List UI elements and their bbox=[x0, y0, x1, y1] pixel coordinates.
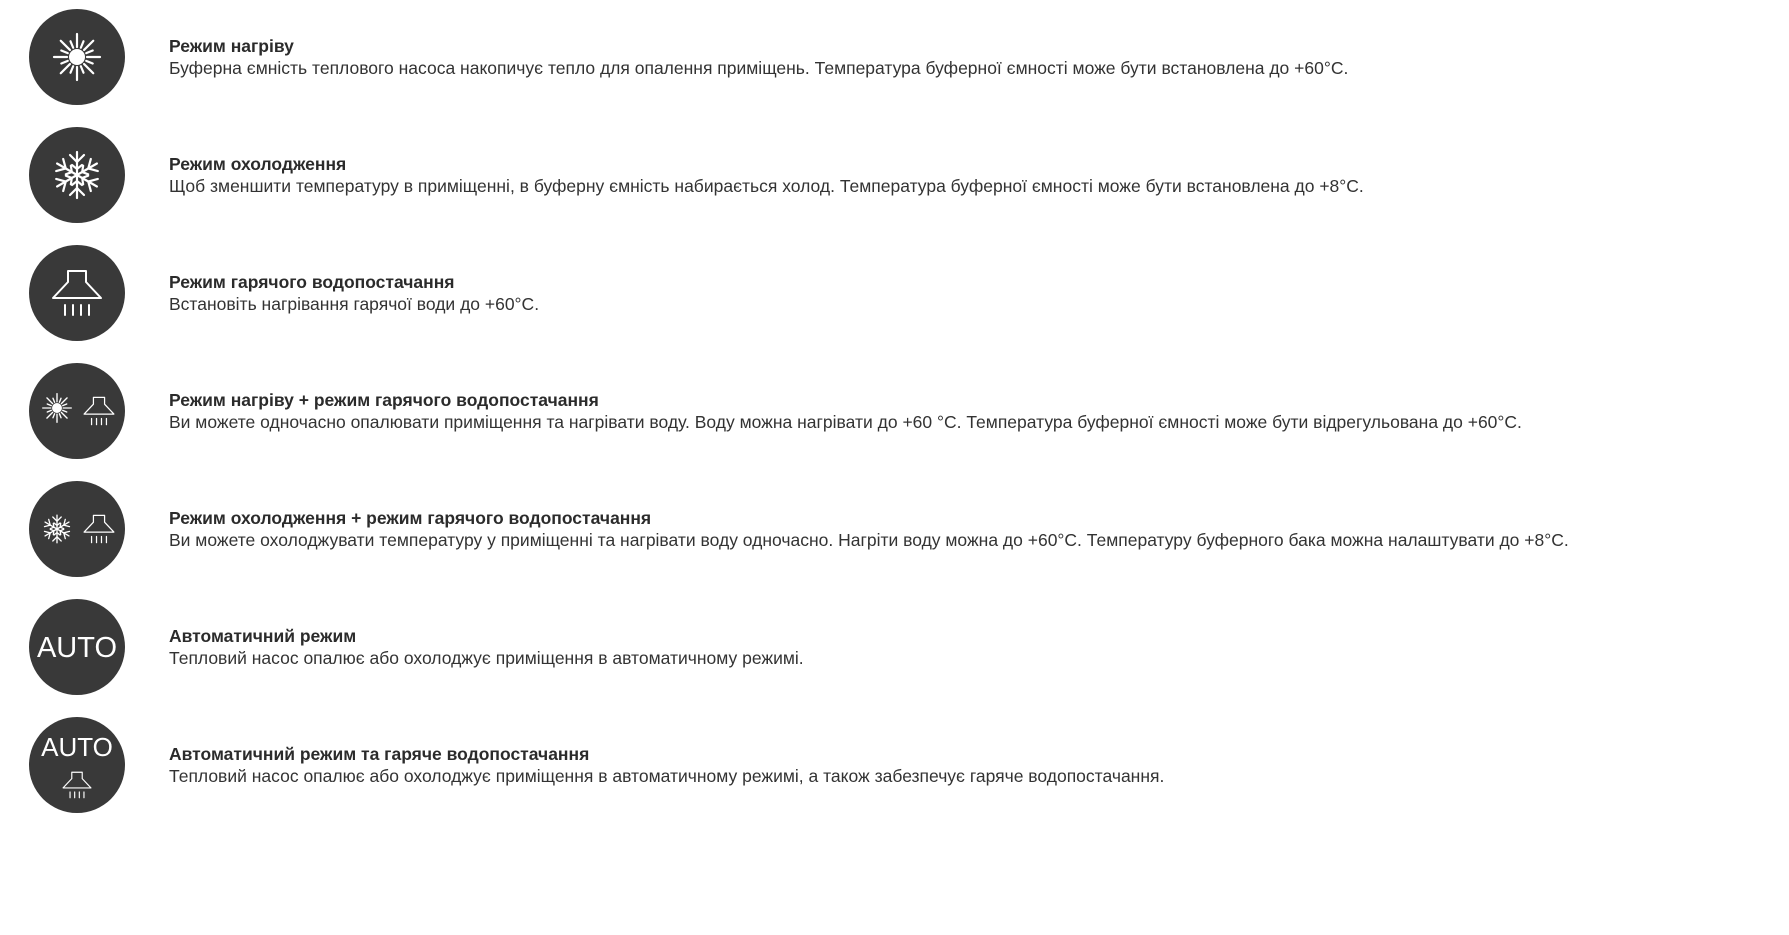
mode-description: Тепловий насос опалює або охолоджує приміщення в автоматичному режимі, а також забезпечує гаряче водопостачання. bbox=[169, 766, 1165, 786]
sun-shower-icon bbox=[29, 363, 125, 459]
mode-text bbox=[169, 625, 804, 669]
mode-title: Режим нагріву + режим гарячого водопостачання bbox=[169, 390, 599, 410]
mode-title: Автоматичний режим та гаряче водопостачання bbox=[169, 744, 590, 764]
mode-item-auto-hot-water bbox=[0, 717, 1789, 813]
mode-title: Режим нагріву bbox=[169, 36, 294, 56]
mode-text bbox=[169, 389, 1522, 433]
mode-item-heating-hot-water bbox=[0, 363, 1789, 459]
shower-icon bbox=[29, 245, 125, 341]
mode-title: Режим охолодження + режим гарячого водопостачання bbox=[169, 508, 652, 528]
mode-description: Щоб зменшити температуру в приміщенні, в буферну ємність набирається холод. Температура буферної ємності може бути встановлена до +8°С. bbox=[169, 176, 1364, 196]
mode-description: Встановіть нагрівання гарячої води до +60°С. bbox=[169, 294, 540, 314]
mode-description: Тепловий насос опалює або охолоджує приміщення в автоматичному режимі. bbox=[169, 648, 804, 668]
auto-icon-label: AUTO bbox=[36, 632, 118, 664]
sun-icon bbox=[29, 9, 125, 105]
auto-shower-icon bbox=[29, 717, 125, 813]
mode-description: Ви можете охолоджувати температуру у приміщенні та нагрівати воду одночасно. Нагріти воду можна до +60°С. Температуру буферного бака можна налаштувати до +8°С. bbox=[169, 530, 1569, 550]
auto-icon bbox=[29, 599, 125, 695]
mode-title: Автоматичний режим bbox=[169, 626, 357, 646]
mode-text bbox=[169, 153, 1364, 197]
mode-text bbox=[169, 35, 1348, 79]
mode-text bbox=[169, 743, 1164, 787]
mode-title: Режим гарячого водопостачання bbox=[169, 272, 455, 292]
mode-item-cooling-hot-water bbox=[0, 481, 1789, 577]
snowflake-shower-icon bbox=[29, 481, 125, 577]
mode-item-cooling bbox=[0, 127, 1789, 223]
mode-item-auto bbox=[0, 599, 1789, 695]
auto-icon-label: AUTO bbox=[41, 732, 113, 762]
mode-text bbox=[169, 271, 539, 315]
mode-title: Режим охолодження bbox=[169, 154, 347, 174]
mode-item-hot-water bbox=[0, 245, 1789, 341]
mode-text bbox=[169, 507, 1569, 551]
mode-description: Ви можете одночасно опалювати приміщення та нагрівати воду. Воду можна нагрівати до +60 °С. Температура буферної ємності може бути відрегульована до +60°С. bbox=[169, 412, 1522, 432]
mode-item-heating bbox=[0, 9, 1789, 105]
mode-description: Буферна ємність теплового насоса накопичує тепло для опалення приміщень. Температура буферної ємності може бути встановлена до +60°С. bbox=[169, 58, 1349, 78]
snowflake-icon bbox=[29, 127, 125, 223]
